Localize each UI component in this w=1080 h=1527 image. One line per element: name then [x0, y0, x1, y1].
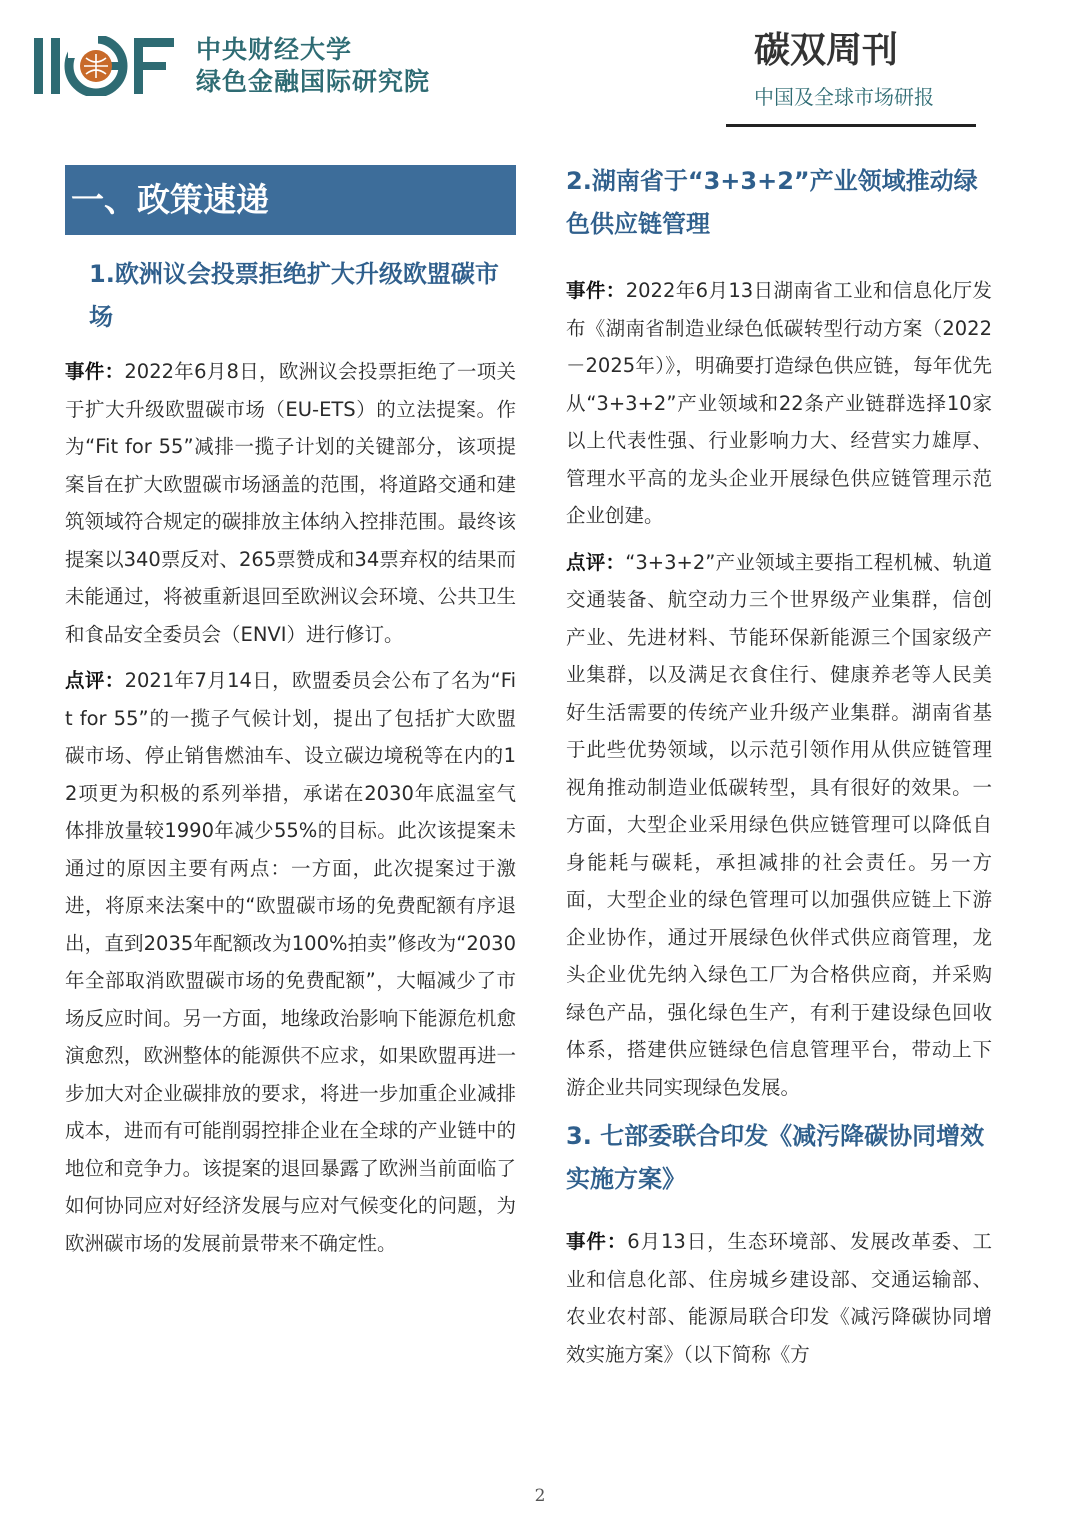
- event-text: 2022年6月8日，欧洲议会投票拒绝了一项关于扩大升级欧盟碳市场（EU-ETS）的立法提案。作为“Fit for 55”减排一揽子计划的关键部分，该项提案旨在扩大欧盟碳市场涵盖的范围，将道路交通和建筑领域符合规定的碳排放主体纳入控排范围。最终该提案以340票反对、265票赞成和34票弃权的结果而未能通过，将被重新退回至欧洲议会环境、公共卫生和食品安全委员会（ENVI）进行修订。: [65, 360, 516, 646]
- comment-text: “3+3+2”产业领域主要指工程机械、轨道交通装备、航空动力三个世界级产业集群，信创产业、先进材料、节能环保新能源三个国家级产业集群，以及满足衣食住行、健康养老等人民美好生活需要的传统产业升级产业集群。湖南省基于此些优势领域，以示范引领作用从供应链管理视角推动制造业低碳转型，具有很好的效果。一方面，大型企业采用绿色供应链管理可以降低自身能耗与碳耗，承担减排的社会责任。另一方面，大型企业的绿色管理可以加强供应链上下游企业协作，通过开展绿色伙伴式供应商管理，龙头企业优先纳入绿色工厂为合格供应商，并采购绿色产品，强化绿色生产，有利于建设绿色回收体系，搭建供应链绿色信息管理平台，带动上下游企业共同实现绿色发展。: [566, 550, 992, 1099]
- article-3-event: [566, 1223, 992, 1373]
- comment-text: 2021年7月14日，欧盟委员会公布了名为“Fit for 55”的一揽子气候计划，提出了包括扩大欧盟碳市场、停止销售燃油车、设立碳边境税等在内的12项更为积极的系列举措，承诺在2030年底温室气体排放量较1990年减少55%的目标。此次该提案未通过的原因主要有两点：一方面，此次提案过于激进，将原来法案中的“欧盟碳市场的免费配额有序退出，直到2035年配额改为100%拍卖”修改为“2030年全部取消欧盟碳市场的免费配额”，大幅减少了市场反应时间。另一方面，地缘政治影响下能源危机愈演愈烈，欧洲整体的能源供不应求，如果欧盟再进一步加大对企业碳排放的要求，将进一步加重企业减排成本，进而有可能削弱控排企业在全球的产业链中的地位和竞争力。该提案的退回暴露了欧洲当前面临了如何协同应对好经济发展与应对气候变化的问题，为欧洲碳市场的发展前景带来不确定性。: [65, 669, 516, 1255]
- article-1-comment: [65, 662, 516, 1262]
- event-text: 2022年6月13日湖南省工业和信息化厅发布《湖南省制造业绿色低碳转型行动方案（2022－2025年）》，明确要打造绿色供应链，每年优先从“3+3+2”产业领域和22条产业链群选择10家以上代表性强、行业影响力大、经营实力雄厚、管理水平高的龙头企业开展绿色供应链管理示范企业创建。: [566, 279, 992, 527]
- comment-label: 点评：: [566, 550, 626, 574]
- event-text: 6月13日，生态环境部、发展改革委、工业和信息化部、住房城乡建设部、交通运输部、农业农村部、能源局联合印发《减污降碳协同增效实施方案》（以下简称《方: [566, 1230, 992, 1366]
- org-name-line1: 中央财经大学: [196, 35, 353, 64]
- page-number: 2: [534, 1486, 546, 1506]
- publication-title: 碳双周刊: [754, 30, 899, 71]
- article-3-title: 3. 七部委联合印发《减污降碳协同增效实施方案》: [566, 1122, 985, 1193]
- header-rule: [726, 124, 976, 127]
- event-label: 事件：: [65, 360, 125, 383]
- article-2-event: [566, 272, 992, 535]
- comment-label: 点评：: [65, 669, 125, 692]
- institute-logo: [34, 34, 454, 98]
- section-heading: 一、政策速递: [65, 165, 516, 235]
- right-column: [566, 160, 992, 1382]
- publication-header: [726, 28, 976, 127]
- event-label: 事件：: [566, 1230, 628, 1253]
- article-1-title: 1.欧洲议会投票拒绝扩大升级欧盟碳市场: [89, 260, 499, 331]
- event-label: 事件：: [566, 279, 626, 302]
- org-name-line2: 绿色金融国际研究院: [196, 67, 431, 96]
- article-2-title: 2.湖南省于“3+3+2”产业领域推动绿色供应链管理: [566, 167, 978, 238]
- institute-name: [196, 34, 430, 98]
- publication-subtitle: 中国及全球市场研报: [754, 85, 934, 109]
- article-2-comment: [566, 544, 992, 1107]
- iigf-logo-mark: [34, 36, 184, 96]
- article-1-event: [65, 353, 516, 653]
- left-column: [65, 160, 516, 1271]
